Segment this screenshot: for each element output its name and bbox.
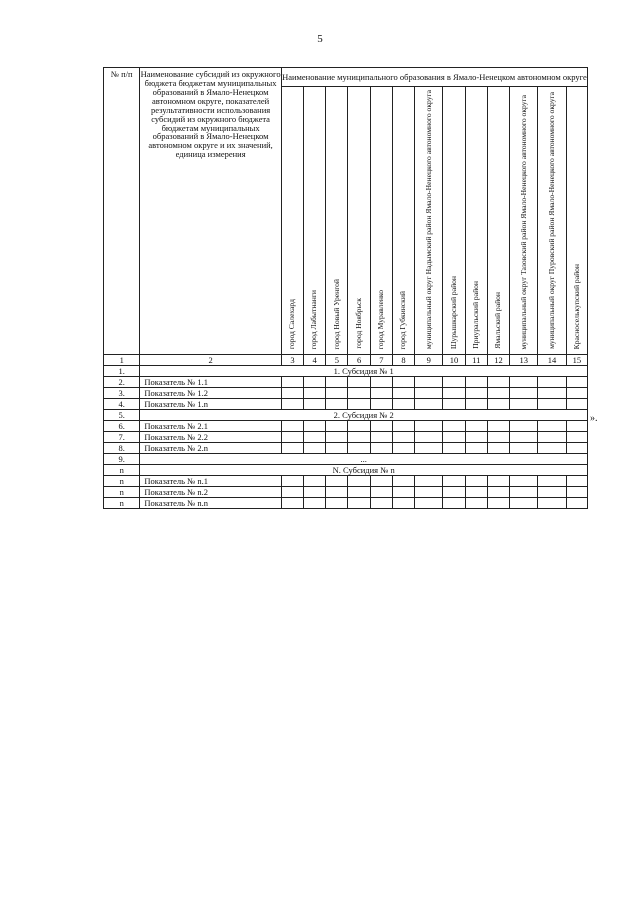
municipality-name: Красноселькупский район [571, 263, 581, 350]
table-row [104, 421, 588, 432]
value-cell [326, 487, 348, 498]
value-cell [510, 498, 538, 509]
value-cell [370, 476, 392, 487]
value-cell [443, 443, 465, 454]
value-cell [370, 421, 392, 432]
value-cell [326, 498, 348, 509]
value-cell [487, 443, 509, 454]
municipality-name: город Лабытнанги [309, 289, 319, 350]
row-number-cell: 2. [104, 377, 140, 388]
column-number-cell: 2 [140, 355, 281, 366]
closing-mark: ». [590, 413, 598, 424]
value-cell [465, 399, 487, 410]
value-cell [326, 476, 348, 487]
value-cell [465, 487, 487, 498]
value-cell [304, 421, 326, 432]
value-cell [566, 443, 587, 454]
value-cell [538, 498, 566, 509]
value-cell [348, 377, 370, 388]
value-cell [566, 487, 587, 498]
value-cell [392, 443, 414, 454]
value-cell [415, 432, 443, 443]
value-cell [538, 487, 566, 498]
value-cell [348, 498, 370, 509]
municipality-header-cell [566, 87, 587, 355]
indicator-name-cell: Показатель № n.n [140, 498, 281, 509]
row-number-cell: n [104, 476, 140, 487]
municipality-name: город Ноябрьск [353, 298, 363, 350]
municipality-name: город Губкинский [398, 290, 408, 350]
municipality-header-cell [465, 87, 487, 355]
indicator-name-cell: Показатель № 2.n [140, 443, 281, 454]
municipality-header-cell [443, 87, 465, 355]
header-row-group [104, 68, 588, 87]
page-number: 5 [317, 33, 323, 45]
section-heading-cell: ... [140, 454, 588, 465]
municipality-name: муниципальный округ Надымский район Ямало-Ненецкого автономного округа [423, 90, 433, 350]
value-cell [281, 399, 303, 410]
municipality-header-cell [370, 87, 392, 355]
table-row [104, 410, 588, 421]
value-cell [392, 498, 414, 509]
column-number-cell: 7 [370, 355, 392, 366]
value-cell [304, 399, 326, 410]
value-cell [510, 476, 538, 487]
value-cell [443, 399, 465, 410]
value-cell [487, 432, 509, 443]
municipality-header-cell [392, 87, 414, 355]
column-number-row [104, 355, 588, 366]
value-cell [326, 377, 348, 388]
value-cell [348, 421, 370, 432]
value-cell [304, 443, 326, 454]
value-cell [281, 443, 303, 454]
value-cell [392, 476, 414, 487]
table-body [104, 366, 588, 509]
row-number-cell: 4. [104, 399, 140, 410]
value-cell [566, 432, 587, 443]
column-number-cell: 4 [304, 355, 326, 366]
indicator-name-cell: Показатель № n.2 [140, 487, 281, 498]
indicator-name-cell: Показатель № n.1 [140, 476, 281, 487]
municipality-header-cell [487, 87, 509, 355]
value-cell [281, 487, 303, 498]
value-cell [326, 388, 348, 399]
value-cell [326, 421, 348, 432]
value-cell [348, 432, 370, 443]
value-cell [487, 399, 509, 410]
value-cell [304, 388, 326, 399]
value-cell [370, 399, 392, 410]
value-cell [415, 377, 443, 388]
table-row [104, 377, 588, 388]
column-number-cell: 1 [104, 355, 140, 366]
column-number-cell: 8 [392, 355, 414, 366]
value-cell [415, 388, 443, 399]
column-number-cell: 5 [326, 355, 348, 366]
column-number-cell: 10 [443, 355, 465, 366]
value-cell [465, 432, 487, 443]
municipality-name: муниципальный округ Тазовский район Ямало-Ненецкого автономного округа [518, 94, 528, 350]
municipality-name: город Салехард [287, 299, 297, 350]
value-cell [348, 487, 370, 498]
value-cell [443, 421, 465, 432]
value-cell [538, 388, 566, 399]
municipality-name: муниципальный округ Пуровский район Ямало-Ненецкого автономного округа [546, 92, 556, 350]
subsidy-indicators-table [103, 67, 588, 509]
value-cell [415, 487, 443, 498]
value-cell [304, 432, 326, 443]
value-cell [465, 421, 487, 432]
table-row [104, 432, 588, 443]
value-cell [510, 377, 538, 388]
value-cell [415, 498, 443, 509]
value-cell [281, 498, 303, 509]
value-cell [415, 421, 443, 432]
value-cell [566, 388, 587, 399]
section-heading-cell: N. Субсидия № n [140, 465, 588, 476]
municipality-header-cell [326, 87, 348, 355]
column-number-cell: 15 [566, 355, 587, 366]
value-cell [392, 487, 414, 498]
row-number-header: № п/п [104, 68, 140, 355]
row-number-cell: n [104, 487, 140, 498]
value-cell [348, 443, 370, 454]
value-cell [538, 399, 566, 410]
table-row [104, 454, 588, 465]
municipality-header-cell [348, 87, 370, 355]
value-cell [370, 443, 392, 454]
value-cell [304, 476, 326, 487]
indicator-name-cell: Показатель № 2.2 [140, 432, 281, 443]
table-row [104, 498, 588, 509]
value-cell [392, 432, 414, 443]
value-cell [487, 421, 509, 432]
column-number-cell: 3 [281, 355, 303, 366]
row-number-cell: 7. [104, 432, 140, 443]
municipality-name: Ямальский район [493, 292, 503, 350]
column-number-cell: 14 [538, 355, 566, 366]
value-cell [566, 421, 587, 432]
value-cell [326, 399, 348, 410]
value-cell [348, 476, 370, 487]
row-number-cell: n [104, 498, 140, 509]
value-cell [510, 388, 538, 399]
value-cell [487, 487, 509, 498]
value-cell [326, 443, 348, 454]
subsidy-name-header: Наименование субсидий из окружного бюджета бюджетам муниципальных образований в Ямало-Ненецком автономном округе, показателей результативности использования субсидий из окружного бюджета бюджетам муниципальных образований в Ямало-Ненецком автономном округе и их значений, единица измерения [140, 68, 281, 355]
value-cell [443, 498, 465, 509]
value-cell [510, 432, 538, 443]
value-cell [304, 377, 326, 388]
value-cell [538, 421, 566, 432]
value-cell [392, 399, 414, 410]
value-cell [465, 476, 487, 487]
municipality-header-cell [538, 87, 566, 355]
municipality-group-header: Наименование муниципального образования в Ямало-Ненецком автономном округе [281, 68, 587, 87]
value-cell [281, 388, 303, 399]
value-cell [487, 476, 509, 487]
municipality-name: город Муравленко [376, 289, 386, 350]
indicator-name-cell: Показатель № 1.1 [140, 377, 281, 388]
column-number-cell: 12 [487, 355, 509, 366]
table-row [104, 443, 588, 454]
value-cell [465, 377, 487, 388]
value-cell [281, 476, 303, 487]
section-heading-cell: 2. Субсидия № 2 [140, 410, 588, 421]
value-cell [443, 377, 465, 388]
value-cell [392, 421, 414, 432]
value-cell [392, 388, 414, 399]
indicator-name-cell: Показатель № 1.2 [140, 388, 281, 399]
municipality-name: город Новый Уренгой [331, 278, 341, 350]
value-cell [443, 432, 465, 443]
row-number-cell: 6. [104, 421, 140, 432]
indicator-name-cell: Показатель № 2.1 [140, 421, 281, 432]
value-cell [566, 399, 587, 410]
value-cell [415, 443, 443, 454]
value-cell [370, 377, 392, 388]
row-number-cell: n [104, 465, 140, 476]
value-cell [487, 388, 509, 399]
row-number-cell: 9. [104, 454, 140, 465]
municipality-header-cell [304, 87, 326, 355]
value-cell [392, 377, 414, 388]
municipality-header-cell [415, 87, 443, 355]
column-number-cell: 9 [415, 355, 443, 366]
column-number-cell: 11 [465, 355, 487, 366]
row-number-cell: 8. [104, 443, 140, 454]
table-row [104, 487, 588, 498]
value-cell [566, 498, 587, 509]
value-cell [538, 443, 566, 454]
value-cell [566, 476, 587, 487]
value-cell [538, 432, 566, 443]
value-cell [415, 476, 443, 487]
value-cell [510, 421, 538, 432]
value-cell [538, 377, 566, 388]
value-cell [326, 432, 348, 443]
value-cell [510, 443, 538, 454]
value-cell [443, 487, 465, 498]
column-number-cell: 13 [510, 355, 538, 366]
value-cell [348, 388, 370, 399]
table-row [104, 388, 588, 399]
value-cell [415, 399, 443, 410]
indicator-name-cell: Показатель № 1.n [140, 399, 281, 410]
value-cell [443, 476, 465, 487]
municipality-name: Приуральский район [471, 281, 481, 350]
column-number-cell: 6 [348, 355, 370, 366]
section-heading-cell: 1. Субсидия № 1 [140, 366, 588, 377]
value-cell [465, 388, 487, 399]
value-cell [487, 498, 509, 509]
value-cell [370, 498, 392, 509]
municipality-header-cell [281, 87, 303, 355]
value-cell [370, 487, 392, 498]
table-row [104, 476, 588, 487]
value-cell [281, 421, 303, 432]
value-cell [348, 399, 370, 410]
value-cell [566, 377, 587, 388]
value-cell [370, 388, 392, 399]
value-cell [510, 399, 538, 410]
value-cell [510, 487, 538, 498]
value-cell [304, 487, 326, 498]
row-number-cell: 3. [104, 388, 140, 399]
table-row [104, 465, 588, 476]
row-number-cell: 1. [104, 366, 140, 377]
value-cell [370, 432, 392, 443]
table-row [104, 366, 588, 377]
row-number-cell: 5. [104, 410, 140, 421]
municipality-name: Шурышкарский район [448, 276, 458, 350]
value-cell [538, 476, 566, 487]
value-cell [465, 443, 487, 454]
municipality-header-cell [510, 87, 538, 355]
value-cell [465, 498, 487, 509]
value-cell [487, 377, 509, 388]
table-row [104, 399, 588, 410]
value-cell [281, 432, 303, 443]
value-cell [304, 498, 326, 509]
value-cell [443, 388, 465, 399]
value-cell [281, 377, 303, 388]
